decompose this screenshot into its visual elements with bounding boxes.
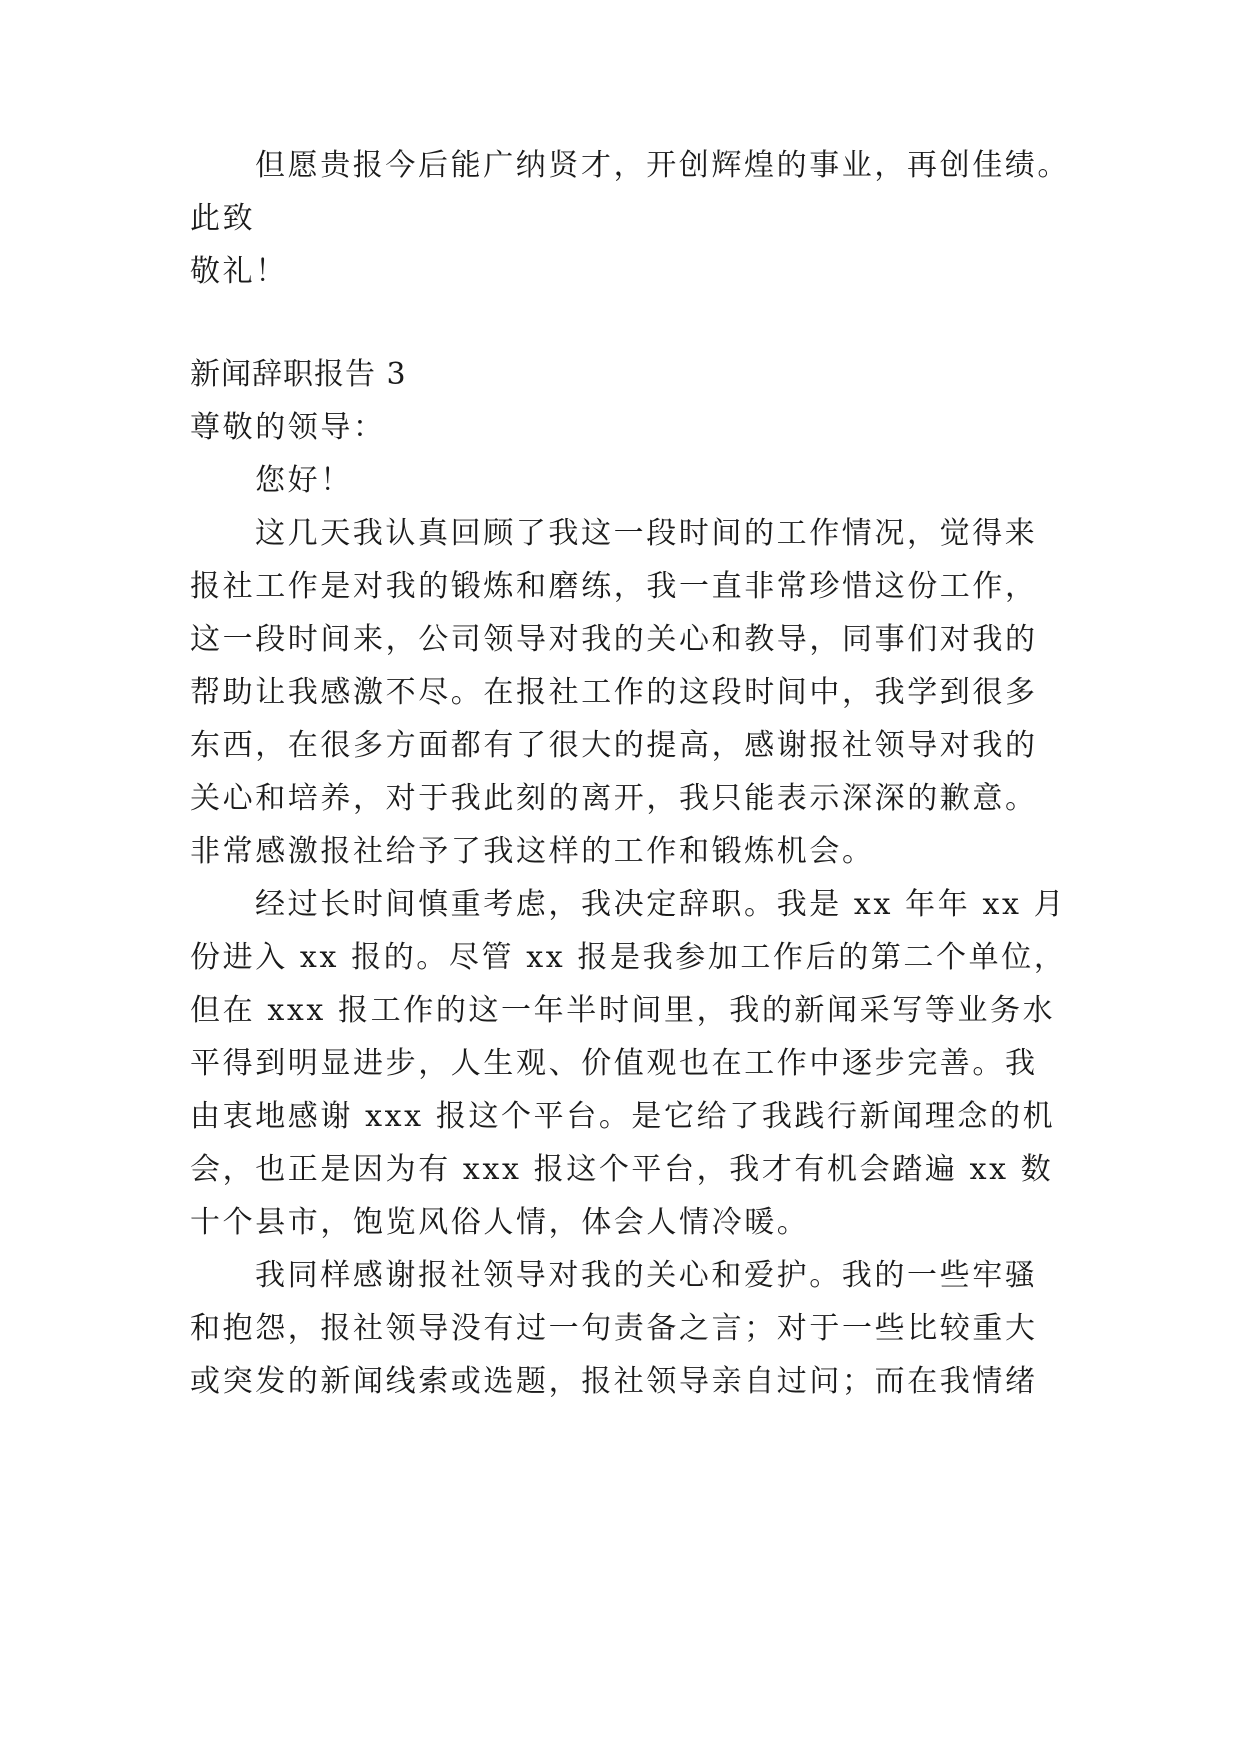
paragraph-line: 报社工作是对我的锻炼和磨练，我一直非常珍惜这份工作， [190,569,1038,604]
paragraph-line: 和抱怨，报社领导没有过一句责备之言；对于一些比较重大 [190,1311,1038,1346]
paragraph-line: 十个县市，饱览风俗人情，体会人情冷暖。 [190,1205,810,1240]
paragraph-line: 或突发的新闻线索或选题，报社领导亲自过问；而在我情绪 [190,1364,1038,1399]
salutation: 尊敬的领导： [190,410,386,445]
paragraph-line: 东西，在很多方面都有了很大的提高，感谢报社领导对我的 [190,728,1038,763]
paragraph-line: 这几天我认真回顾了我这一段时间的工作情况，觉得来 [255,516,1038,551]
closing-jing-li: 敬礼！ [190,254,288,289]
paragraph-line: 我同样感谢报社领导对我的关心和爱护。我的一些牢骚 [255,1258,1038,1293]
paragraph-line: 非常感激报社给予了我这样的工作和锻炼机会。 [190,834,875,869]
closing-wish: 但愿贵报今后能广纳贤才，开创辉煌的事业，再创佳绩。 [255,148,1070,183]
paragraph-line: 平得到明显进步，人生观、价值观也在工作中逐步完善。我 [190,1046,1038,1081]
paragraph-line: 这一段时间来，公司领导对我的关心和教导，同事们对我的 [190,622,1038,657]
closing-ci-zhi: 此致 [190,201,256,236]
greeting: 您好！ [255,463,353,498]
letter-title: 新闻辞职报告 3 [190,357,407,392]
paragraph-line: 经过长时间慎重考虑，我决定辞职。我是 xx 年年 xx 月 [255,887,1067,922]
paragraph-line: 关心和培养，对于我此刻的离开，我只能表示深深的歉意。 [190,781,1038,816]
paragraph-line: 但在 xxx 报工作的这一年半时间里，我的新闻采写等业务水 [190,993,1056,1028]
paragraph-line: 份进入 xx 报的。尽管 xx 报是我参加工作后的第二个单位， [190,940,1067,975]
paragraph-line: 会，也正是因为有 xxx 报这个平台，我才有机会踏遍 xx 数 [190,1152,1054,1187]
paragraph-line: 由衷地感谢 xxx 报这个平台。是它给了我践行新闻理念的机 [190,1099,1056,1134]
paragraph-line: 帮助让我感激不尽。在报社工作的这段时间中，我学到很多 [190,675,1038,710]
